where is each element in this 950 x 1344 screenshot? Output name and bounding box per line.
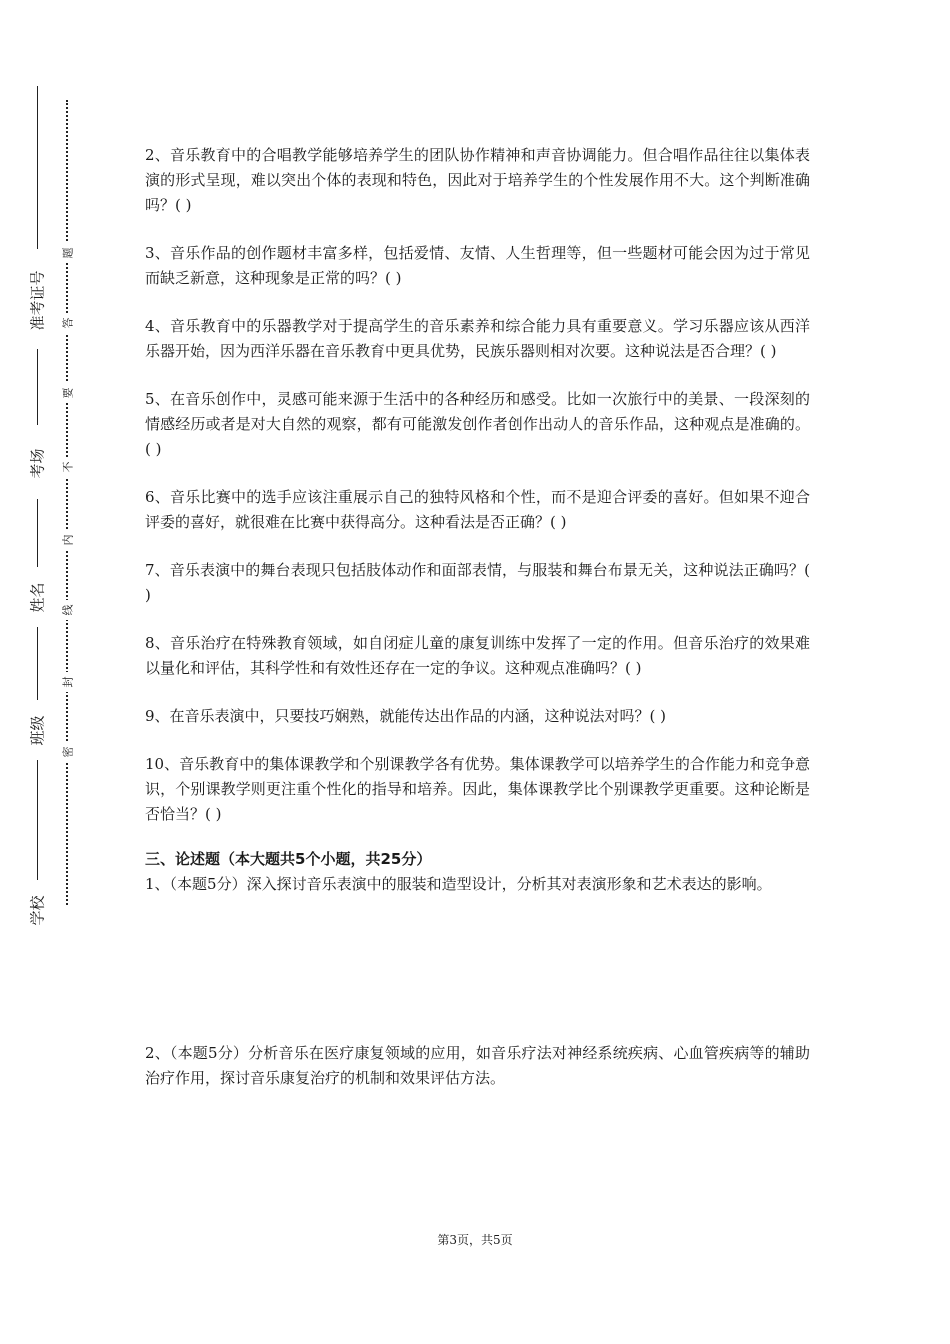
seal-char: 内: [57, 530, 77, 550]
binding-line: [37, 349, 38, 425]
school-label: 学校: [28, 894, 47, 926]
binding-line: [37, 86, 38, 249]
question-item: 3、音乐作品的创作题材丰富多样，包括爱情、友情、人生哲理等，但一些题材可能会因为过于常见而缺乏新意，这种现象是正常的吗？( ): [145, 244, 810, 287]
section-title: 三、论述题（本大题共5个小题，共25分）: [145, 850, 432, 868]
seal-char: 封: [57, 672, 77, 692]
essay-question-1: 1、（本题5分）深入探讨音乐表演中的服装和造型设计，分析其对表演形象和艺术表达的影响。: [145, 875, 772, 893]
question-item: 2、音乐教育中的合唱教学能够培养学生的团队协作精神和声音协调能力。但合唱作品往往以集体表演的形式呈现，难以突出个体的表现和特色，因此对于培养学生的个性发展作用不大。这个判断准确吗？( ): [145, 146, 810, 214]
page-footer: 第3页，共5页: [437, 1233, 513, 1247]
exam-room-label: 考场: [28, 447, 47, 479]
seal-char: 线: [57, 600, 77, 620]
exam-content: [145, 143, 810, 1091]
binding-line: [37, 499, 38, 567]
question-item: 4、音乐教育中的乐器教学对于提高学生的音乐素养和综合能力具有重要意义。学习乐器应该从西洋乐器开始，因为西洋乐器在音乐教育中更具优势，民族乐器则相对次要。这种说法是否合理？( ): [145, 317, 810, 360]
binding-line: [37, 760, 38, 880]
question-item: 5、在音乐创作中，灵感可能来源于生活中的各种经历和感受。比如一次旅行中的美景、一段深刻的情感经历或者是对大自然的观察，都有可能激发创作者创作出动人的音乐作品，这种观点是准确的。( ): [145, 390, 810, 458]
question-item: 8、音乐治疗在特殊教育领域，如自闭症儿童的康复训练中发挥了一定的作用。但音乐治疗的效果难以量化和评估，其科学性和有效性还存在一定的争议。这种观点准确吗？( ): [145, 634, 810, 677]
essay-question-2: 2、（本题5分）分析音乐在医疗康复领域的应用，如音乐疗法对神经系统疾病、心血管疾病等的辅助治疗作用，探讨音乐康复治疗的机制和效果评估方法。: [145, 1044, 810, 1087]
seal-char: 答: [57, 313, 77, 333]
question-item: 9、在音乐表演中，只要技巧娴熟，就能传达出作品的内涵，这种说法对吗？( ): [145, 707, 667, 725]
question-item: 6、音乐比赛中的选手应该注重展示自己的独特风格和个性，而不是迎合评委的喜好。但如果不迎合评委的喜好，就很难在比赛中获得高分。这种看法是否正确？( ): [145, 488, 810, 531]
exam-number-label: 准考证号: [28, 269, 47, 331]
name-label: 姓名: [28, 581, 47, 613]
class-label: 班级: [28, 714, 47, 746]
question-item: 10、音乐教育中的集体课教学和个别课教学各有优势。集体课教学可以培养学生的合作能力和竞争意识，个别课教学则更注重个性化的指导和培养。因此，集体课教学比个别课教学更重要。这种论断是否恰当？( ): [145, 755, 810, 823]
seal-char: 题: [57, 243, 77, 263]
binding-line: [37, 627, 38, 700]
question-item: 7、音乐表演中的舞台表现只包括肢体动作和面部表情，与服装和舞台布景无关，这种说法正确吗？( ): [145, 561, 810, 604]
seal-char: 不: [57, 457, 77, 477]
seal-char: 要: [57, 383, 77, 403]
seal-dotted-line: [66, 100, 68, 905]
seal-char: 密: [57, 742, 77, 762]
